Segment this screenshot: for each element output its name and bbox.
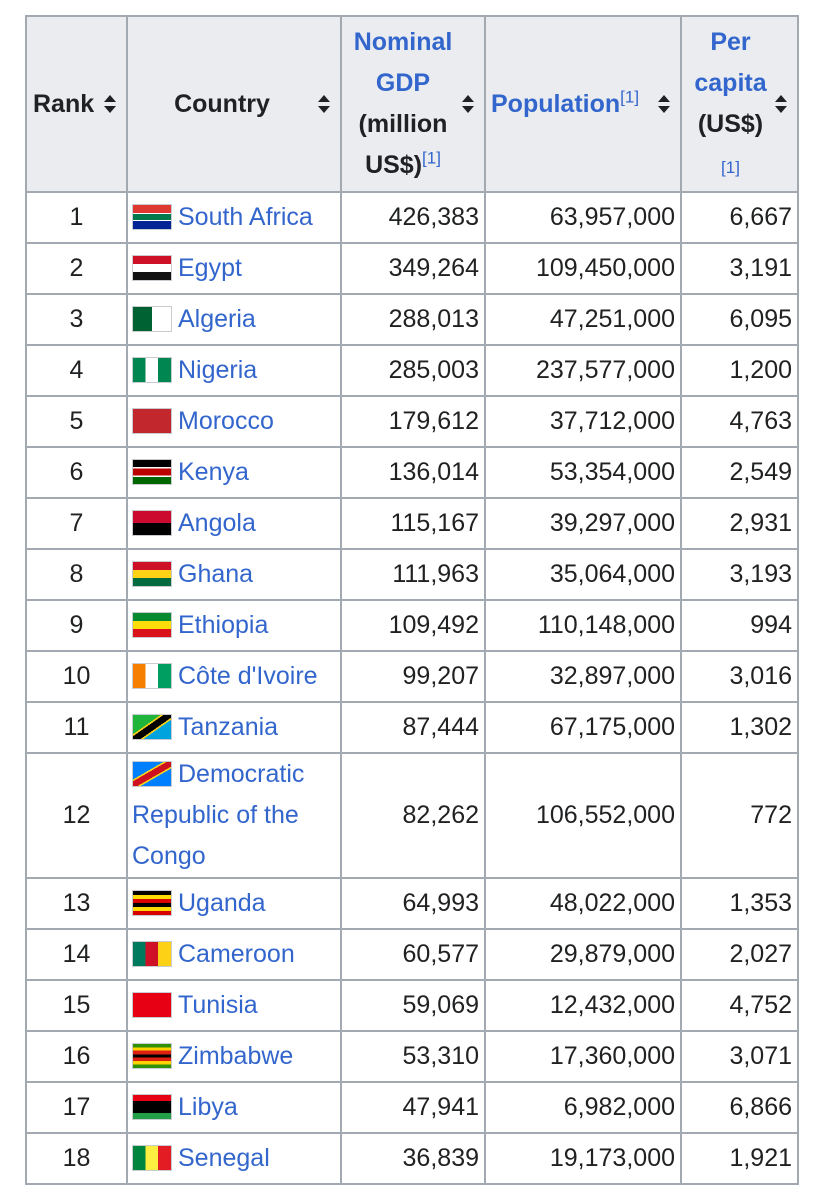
- sort-icon[interactable]: [658, 95, 671, 113]
- rank-cell: [26, 702, 127, 753]
- population-cell: [485, 396, 681, 447]
- tanzania-flag-icon[interactable]: [132, 714, 172, 740]
- country-link[interactable]: Egypt: [178, 254, 242, 282]
- senegal-flag-icon[interactable]: [132, 1145, 172, 1171]
- table-row: [26, 600, 798, 651]
- gdp-value: 87,444: [402, 713, 479, 741]
- population-cell: [485, 651, 681, 702]
- table-row: [26, 1082, 798, 1133]
- population-value: 39,297,000: [549, 509, 675, 537]
- gdp-cell: [341, 294, 485, 345]
- per-capita-cell: [681, 243, 798, 294]
- per-capita-value: 1,353: [729, 889, 792, 917]
- per-capita-cell: [681, 1031, 798, 1082]
- population-cell: [485, 1031, 681, 1082]
- table-row: [26, 702, 798, 753]
- rank-value: 9: [69, 611, 84, 639]
- rank-value: 6: [69, 458, 84, 486]
- table-row: [26, 753, 798, 878]
- population-cell: [485, 702, 681, 753]
- gdp-cell: [341, 192, 485, 243]
- citation-link[interactable]: [1]: [721, 158, 740, 177]
- rank-cell: [26, 498, 127, 549]
- rank-cell: [26, 651, 127, 702]
- rank-value: 7: [69, 509, 84, 537]
- table-row: [26, 396, 798, 447]
- per-capita-value: 994: [750, 611, 792, 639]
- gdp-value: 426,383: [388, 203, 479, 231]
- per-capita-value: 1,200: [729, 356, 792, 384]
- per-capita-value: 3,193: [729, 560, 792, 588]
- gdp-value: 179,612: [388, 407, 479, 435]
- table-row: [26, 498, 798, 549]
- libya-flag-icon[interactable]: [132, 1094, 172, 1120]
- rank-cell: [26, 345, 127, 396]
- country-link[interactable]: Côte d'Ivoire: [178, 662, 318, 690]
- per-capita-value: 4,752: [729, 991, 792, 1019]
- zimbabwe-flag-icon[interactable]: [132, 1043, 172, 1069]
- per-capita-cell: [681, 447, 798, 498]
- population-cell: [485, 345, 681, 396]
- per-capita-cell: [681, 1133, 798, 1184]
- country-header-label: Country: [174, 89, 270, 118]
- ethiopia-flag-icon[interactable]: [132, 612, 172, 638]
- country-cell: [127, 929, 341, 980]
- cameroon-flag-icon[interactable]: [132, 941, 172, 967]
- rank-header[interactable]: [26, 16, 127, 192]
- rank-value: 2: [69, 254, 84, 282]
- per-capita-cell: [681, 753, 798, 878]
- country-link[interactable]: South Africa: [178, 203, 313, 231]
- country-link[interactable]: Democratic Republic of the Congo: [132, 760, 305, 870]
- angola-flag-icon[interactable]: [132, 510, 172, 536]
- per-capita-cell: [681, 651, 798, 702]
- country-link[interactable]: Cameroon: [178, 940, 295, 968]
- per-capita-value: 3,191: [729, 254, 792, 282]
- population-cell: [485, 447, 681, 498]
- country-cell: [127, 753, 341, 878]
- gdp-cell: [341, 447, 485, 498]
- country-cell: [127, 345, 341, 396]
- nigeria-flag-icon[interactable]: [132, 357, 172, 383]
- table-row: [26, 294, 798, 345]
- per-capita-value: 4,763: [729, 407, 792, 435]
- rank-value: 4: [69, 356, 84, 384]
- country-link[interactable]: Angola: [178, 509, 256, 537]
- rank-value: 13: [62, 889, 91, 917]
- population-cell: [485, 980, 681, 1031]
- population-value: 237,577,000: [535, 356, 675, 384]
- gdp-cell: [341, 980, 485, 1031]
- country-link[interactable]: Zimbabwe: [178, 1042, 294, 1070]
- country-cell: [127, 600, 341, 651]
- population-value: 47,251,000: [549, 305, 675, 333]
- country-cell: [127, 651, 341, 702]
- rank-cell: [26, 1133, 127, 1184]
- population-cell: [485, 549, 681, 600]
- cote-divoire-flag-icon[interactable]: [132, 663, 172, 689]
- per-capita-value: 1,302: [729, 713, 792, 741]
- per-capita-cell: [681, 878, 798, 929]
- country-cell: [127, 294, 341, 345]
- gdp-cell: [341, 1082, 485, 1133]
- table-row: [26, 1133, 798, 1184]
- gdp-header-link-line1[interactable]: Nominal: [353, 28, 453, 56]
- per-capita-cell: [681, 396, 798, 447]
- algeria-flag-icon[interactable]: [132, 306, 172, 332]
- population-cell: [485, 498, 681, 549]
- population-cell: [485, 243, 681, 294]
- rank-value: 18: [62, 1144, 91, 1172]
- per-capita-value: 6,866: [729, 1093, 792, 1121]
- population-value: 35,064,000: [549, 560, 675, 588]
- per-capita-value: 2,931: [729, 509, 792, 537]
- citation-link[interactable]: [1]: [422, 148, 441, 168]
- rank-cell: [26, 294, 127, 345]
- table-row: [26, 1031, 798, 1082]
- country-cell: [127, 498, 341, 549]
- per-capita-cell: [681, 600, 798, 651]
- population-cell: [485, 1133, 681, 1184]
- sort-icon[interactable]: [775, 95, 788, 113]
- gdp-cell: [341, 600, 485, 651]
- gdp-cell: [341, 753, 485, 878]
- header-row: [26, 16, 798, 192]
- gdp-header[interactable]: [341, 16, 485, 192]
- dr-congo-flag-icon[interactable]: [132, 761, 172, 787]
- south-africa-flag-icon[interactable]: [132, 204, 172, 230]
- per-capita-cell: [681, 192, 798, 243]
- gdp-value: 111,963: [392, 560, 479, 588]
- sort-icon[interactable]: [318, 95, 331, 113]
- gdp-value: 285,003: [388, 356, 479, 384]
- gdp-value: 288,013: [388, 305, 479, 333]
- gdp-table: [25, 15, 799, 1185]
- country-cell: [127, 1031, 341, 1082]
- population-value: 19,173,000: [549, 1144, 675, 1172]
- country-link[interactable]: Libya: [178, 1093, 238, 1121]
- country-link[interactable]: Kenya: [178, 458, 249, 486]
- rank-cell: [26, 600, 127, 651]
- rank-value: 8: [69, 560, 84, 588]
- rank-value: 5: [69, 407, 84, 435]
- rank-value: 16: [62, 1042, 91, 1070]
- rank-header-label: Rank: [33, 89, 95, 118]
- gdp-cell: [341, 549, 485, 600]
- population-value: 106,552,000: [535, 801, 675, 829]
- population-cell: [485, 1082, 681, 1133]
- population-header-link[interactable]: Population: [491, 89, 621, 118]
- ghana-flag-icon[interactable]: [132, 561, 172, 587]
- per-capita-value: 3,071: [729, 1042, 792, 1070]
- rank-value: 1: [69, 203, 84, 231]
- country-cell: [127, 396, 341, 447]
- per-capita-value: 6,667: [729, 203, 792, 231]
- table-row: [26, 878, 798, 929]
- per-capita-cell: [681, 498, 798, 549]
- population-cell: [485, 878, 681, 929]
- kenya-flag-icon[interactable]: [132, 459, 172, 485]
- country-link[interactable]: Algeria: [178, 305, 256, 333]
- country-link[interactable]: Tanzania: [178, 713, 279, 741]
- rank-value: 10: [62, 662, 91, 690]
- population-value: 53,354,000: [549, 458, 675, 486]
- country-link[interactable]: Ethiopia: [178, 611, 269, 639]
- rank-value: 14: [62, 940, 91, 968]
- per-capita-cell: [681, 1082, 798, 1133]
- population-value: 109,450,000: [535, 254, 675, 282]
- gdp-value: 60,577: [402, 940, 479, 968]
- country-link[interactable]: Nigeria: [178, 356, 258, 384]
- gdp-cell: [341, 651, 485, 702]
- population-cell: [485, 929, 681, 980]
- gdp-value: 53,310: [402, 1042, 479, 1070]
- rank-cell: [26, 396, 127, 447]
- table-row: [26, 980, 798, 1031]
- country-cell: [127, 243, 341, 294]
- gdp-header-link-line2[interactable]: GDP: [375, 69, 431, 97]
- country-cell: [127, 1133, 341, 1184]
- table-row: [26, 651, 798, 702]
- table-row: [26, 345, 798, 396]
- table-row: [26, 447, 798, 498]
- gdp-cell: [341, 396, 485, 447]
- gdp-value: 349,264: [388, 254, 479, 282]
- gdp-value: 36,839: [402, 1144, 479, 1172]
- sort-icon[interactable]: [104, 95, 117, 113]
- per-capita-cell: [681, 980, 798, 1031]
- country-cell: [127, 192, 341, 243]
- population-value: 63,957,000: [549, 203, 675, 231]
- gdp-value: 64,993: [402, 889, 479, 917]
- gdp-value: 82,262: [402, 801, 479, 829]
- per-capita-cell: [681, 345, 798, 396]
- gdp-header-unit-line1: (million: [358, 110, 448, 138]
- country-cell: [127, 980, 341, 1031]
- population-value: 12,432,000: [549, 991, 675, 1019]
- morocco-flag-icon[interactable]: [132, 408, 172, 434]
- population-value: 6,982,000: [563, 1093, 675, 1121]
- per-capita-value: 2,549: [729, 458, 792, 486]
- rank-value: 11: [63, 713, 90, 741]
- gdp-value: 59,069: [402, 991, 479, 1019]
- population-cell: [485, 753, 681, 878]
- per-capita-cell: [681, 294, 798, 345]
- rank-cell: [26, 1082, 127, 1133]
- rank-cell: [26, 753, 127, 878]
- country-header[interactable]: [127, 16, 341, 192]
- rank-cell: [26, 1031, 127, 1082]
- gdp-header-unit-line2: US$): [365, 151, 423, 179]
- gdp-value: 136,014: [388, 458, 479, 486]
- country-link[interactable]: Uganda: [178, 889, 266, 917]
- per-capita-value: 2,027: [729, 940, 792, 968]
- per-capita-value: 772: [750, 801, 792, 829]
- country-cell: [127, 702, 341, 753]
- country-link[interactable]: Tunisia: [178, 991, 258, 1019]
- gdp-value: 115,167: [390, 509, 479, 537]
- per-capita-cell: [681, 702, 798, 753]
- egypt-flag-icon[interactable]: [132, 255, 172, 281]
- country-cell: [127, 1082, 341, 1133]
- country-link[interactable]: Senegal: [178, 1144, 270, 1172]
- per-capita-header-link-line2[interactable]: capita: [694, 69, 767, 97]
- population-value: 29,879,000: [549, 940, 675, 968]
- country-link[interactable]: Morocco: [178, 407, 274, 435]
- rank-value: 12: [62, 801, 91, 829]
- per-capita-header[interactable]: [681, 16, 798, 192]
- rank-value: 3: [69, 305, 84, 333]
- per-capita-value: 1,921: [729, 1144, 792, 1172]
- rank-cell: [26, 549, 127, 600]
- population-value: 32,897,000: [549, 662, 675, 690]
- population-value: 110,148,000: [537, 611, 675, 639]
- per-capita-cell: [681, 549, 798, 600]
- gdp-cell: [341, 243, 485, 294]
- gdp-cell: [341, 345, 485, 396]
- gdp-cell: [341, 498, 485, 549]
- rank-value: 17: [62, 1093, 91, 1121]
- gdp-cell: [341, 1133, 485, 1184]
- table-row: [26, 549, 798, 600]
- gdp-cell: [341, 702, 485, 753]
- country-cell: [127, 447, 341, 498]
- rank-cell: [26, 192, 127, 243]
- rank-cell: [26, 243, 127, 294]
- gdp-cell: [341, 878, 485, 929]
- sort-icon[interactable]: [462, 95, 475, 113]
- table-row: [26, 192, 798, 243]
- population-cell: [485, 294, 681, 345]
- rank-cell: [26, 980, 127, 1031]
- rank-cell: [26, 878, 127, 929]
- table-row: [26, 243, 798, 294]
- gdp-value: 47,941: [402, 1093, 479, 1121]
- population-value: 37,712,000: [549, 407, 675, 435]
- citation-link[interactable]: [1]: [620, 87, 640, 107]
- per-capita-cell: [681, 929, 798, 980]
- gdp-value: 109,492: [388, 611, 479, 639]
- population-header[interactable]: [485, 16, 681, 192]
- population-value: 67,175,000: [549, 713, 675, 741]
- country-cell: [127, 549, 341, 600]
- population-value: 48,022,000: [549, 889, 675, 917]
- population-cell: [485, 600, 681, 651]
- gdp-cell: [341, 929, 485, 980]
- per-capita-header-unit: (US$): [697, 110, 764, 138]
- per-capita-value: 6,095: [729, 305, 792, 333]
- uganda-flag-icon[interactable]: [132, 890, 172, 916]
- population-value: 17,360,000: [549, 1042, 675, 1070]
- rank-cell: [26, 447, 127, 498]
- population-cell: [485, 192, 681, 243]
- table-row: [26, 929, 798, 980]
- per-capita-header-link-line1[interactable]: Per: [710, 28, 751, 56]
- rank-value: 15: [62, 991, 91, 1019]
- country-link[interactable]: Ghana: [178, 560, 254, 588]
- gdp-value: 99,207: [402, 662, 479, 690]
- per-capita-value: 3,016: [729, 662, 792, 690]
- gdp-cell: [341, 1031, 485, 1082]
- rank-cell: [26, 929, 127, 980]
- tunisia-flag-icon[interactable]: [132, 992, 172, 1018]
- country-cell: [127, 878, 341, 929]
